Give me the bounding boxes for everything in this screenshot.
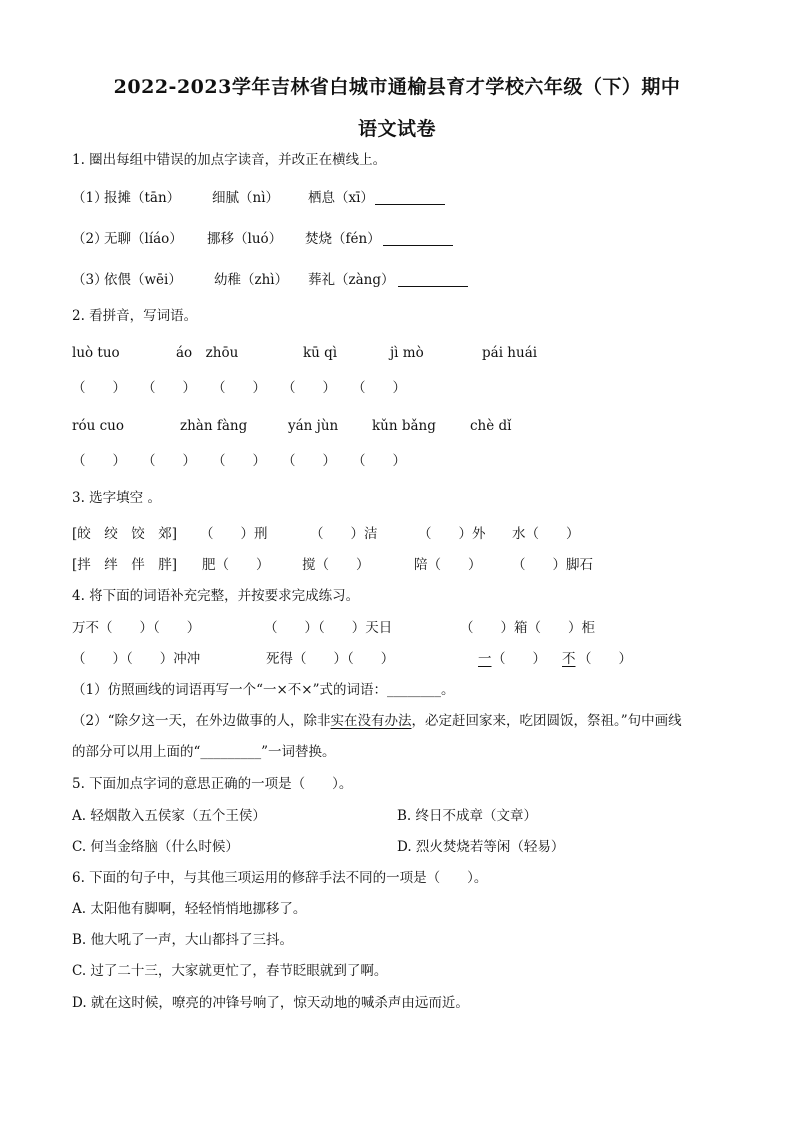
answer-paren[interactable]: （ ） [212,380,266,396]
q4-sub2-text: （2）“除夕这一天，在外边做事的人，除非 [72,713,331,729]
q1-item-c: 栖息（xī） [308,190,374,206]
q1-item-a: 依偎（wēi） [104,272,182,288]
q1-item-a: 报摊（tān） [104,190,181,206]
idiom-blank[interactable]: （ ）（ ）天日 [264,620,393,636]
pinyin: kǔn bǎng [372,418,436,434]
q1-item-b: 细腻（nì） [212,190,280,206]
q3-blank[interactable]: （ ）洁 [310,526,378,542]
q1-item-b: 挪移（luó） [207,231,283,247]
q3-blank[interactable]: 搅（ ） [302,557,370,573]
q1-row-num: （1） [72,190,108,206]
q5-option-a[interactable]: A. 轻烟散入五侯家（五个王侯） [72,808,266,824]
answer-paren[interactable]: （ ） [212,453,266,469]
q5-option-b[interactable]: B. 终日不成章（文章） [397,808,538,824]
q4-sub2-continued: 的部分可以用上面的“_________”一词替换。 [72,744,336,760]
pinyin: áo zhōu [176,345,239,361]
q1-row-num: （3） [72,272,108,288]
q3-blank[interactable]: （ ）外 [418,526,486,542]
pinyin: jì mò [390,345,424,361]
answer-paren[interactable]: （ ） [282,380,336,396]
q3-char-choices: [皎 绞 饺 郊] [72,526,178,542]
q5-option-c[interactable]: C. 何当金络脑（什么时候） [72,839,239,855]
q3-blank[interactable]: 水（ ） [512,526,580,542]
q2-stem: 2. 看拼音，写词语。 [72,308,198,324]
q4-sub1: （1）仿照画线的词语再写一个“一×不×”式的词语：________。 [72,682,455,698]
q3-blank[interactable]: 陪（ ） [414,557,482,573]
idiom-blank[interactable]: （ ） [492,651,546,667]
answer-paren[interactable]: （ ） [282,453,336,469]
exam-title-line1: 2022-2023学年吉林省白城市通榆县育才学校六年级（下）期中 [113,76,681,98]
idiom-blank[interactable]: （ ） [578,651,632,667]
q1-stem: 1. 圈出每组中错误的加点字读音，并改正在横线上。 [72,152,387,168]
pinyin: luò tuo [72,345,120,361]
q3-stem: 3. 选字填空 。 [72,490,161,506]
q3-blank[interactable]: （ ）脚石 [512,557,593,573]
underlined-phrase: 实在没有办法 [330,713,412,729]
answer-paren[interactable]: （ ） [352,380,406,396]
pinyin: pái huái [482,345,538,361]
q5-stem: 5. 下面加点字词的意思正确的一项是（ ）。 [72,776,353,792]
q4-stem: 4. 将下面的词语补充完整，并按要求完成练习。 [72,588,360,604]
q1-item-c: 葬礼（zàng） [308,272,395,288]
q6-option-b[interactable]: B. 他大吼了一声，大山都抖了三抖。 [72,932,294,948]
idiom-blank[interactable]: （ ）箱（ ）柜 [460,620,595,636]
pinyin: chè dǐ [470,418,512,434]
idiom-blank[interactable]: 万不（ ）（ ） [72,620,201,636]
q1-row-num: （2） [72,231,108,247]
q6-option-d[interactable]: D. 就在这时候，嘹亮的冲锋号响了，惊天动地的喊杀声由远而近。 [72,995,469,1011]
answer-paren[interactable]: （ ） [142,453,196,469]
pinyin: róu cuo [72,418,124,434]
underlined-char: 不 [562,651,576,667]
q1-item-b: 幼稚（zhì） [214,272,289,288]
underlined-char: 一 [478,651,492,667]
answer-paren[interactable]: （ ） [72,380,126,396]
exam-title-line2: 语文试卷 [357,118,436,140]
idiom-blank[interactable]: （ ）（ ）冲冲 [72,651,201,667]
q3-blank[interactable]: （ ）刑 [200,526,268,542]
pinyin: zhàn fàng [180,418,248,434]
q4-sub2 [72,711,682,731]
q4-sub2-text: ，必定赶回家来，吃团圆饭，祭祖。”句中画线 [411,713,682,729]
q1-item-c: 焚烧（fén） [305,231,381,247]
q3-blank[interactable]: 肥（ ） [202,557,270,573]
q5-option-d[interactable]: D. 烈火焚烧若等闲（轻易） [397,839,565,855]
q1-item-a: 无聊（líáo） [104,231,183,247]
answer-paren[interactable]: （ ） [72,453,126,469]
idiom-blank[interactable]: 死得（ ）（ ） [266,651,395,667]
q1-answer-blank[interactable] [383,231,453,246]
answer-paren[interactable]: （ ） [142,380,196,396]
q1-answer-blank[interactable] [398,272,468,287]
q1-answer-blank[interactable] [375,190,445,205]
q6-stem: 6. 下面的句子中，与其他三项运用的修辞手法不同的一项是（ ）。 [72,870,488,886]
q6-option-a[interactable]: A. 太阳他有脚啊，轻轻悄悄地挪移了。 [72,901,307,917]
q6-option-c[interactable]: C. 过了二十三，大家就更忙了，春节眨眼就到了啊。 [72,963,388,979]
pinyin: yán jùn [288,418,339,434]
pinyin: kū qì [303,345,338,361]
q3-char-choices: [拌 绊 伴 胖] [72,557,178,573]
answer-paren[interactable]: （ ） [352,453,406,469]
